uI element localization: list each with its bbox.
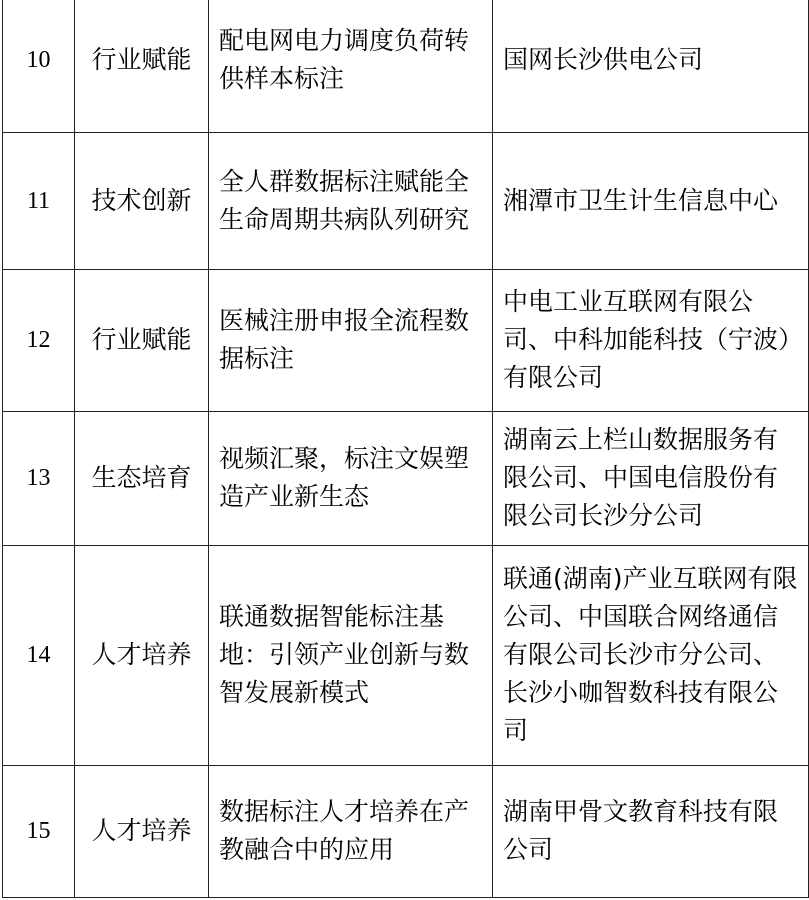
category-cell: 技术创新 (75, 132, 209, 269)
project-table (2, 0, 809, 898)
table-row (3, 269, 809, 411)
organization-cell: 湖南云上栏山数据服务有限公司、中国电信股份有限公司长沙分公司 (493, 411, 809, 545)
project-cell: 联通数据智能标注基地：引领产业创新与数智发展新模式 (209, 545, 493, 765)
row-number: 12 (3, 269, 75, 411)
organization-cell: 国网长沙供电公司 (493, 0, 809, 132)
project-cell: 视频汇聚，标注文娱塑造产业新生态 (209, 411, 493, 545)
row-number: 15 (3, 765, 75, 897)
organization-cell: 中电工业互联网有限公司、中科加能科技（宁波）有限公司 (493, 269, 809, 411)
table-row (3, 132, 809, 269)
project-cell: 全人群数据标注赋能全生命周期共病队列研究 (209, 132, 493, 269)
organization-cell: 联通(湖南)产业互联网有限公司、中国联合网络通信有限公司长沙市分公司、长沙小咖智数科技有限公司 (493, 545, 809, 765)
table-row (3, 545, 809, 765)
category-cell: 生态培育 (75, 411, 209, 545)
row-number: 14 (3, 545, 75, 765)
project-cell: 数据标注人才培养在产教融合中的应用 (209, 765, 493, 897)
table-row (3, 0, 809, 132)
category-cell: 人才培养 (75, 765, 209, 897)
category-cell: 人才培养 (75, 545, 209, 765)
table-row (3, 765, 809, 897)
table-row (3, 411, 809, 545)
category-cell: 行业赋能 (75, 0, 209, 132)
project-cell: 医械注册申报全流程数据标注 (209, 269, 493, 411)
organization-cell: 湘潭市卫生计生信息中心 (493, 132, 809, 269)
project-cell: 配电网电力调度负荷转供样本标注 (209, 0, 493, 132)
row-number: 11 (3, 132, 75, 269)
category-cell: 行业赋能 (75, 269, 209, 411)
row-number: 13 (3, 411, 75, 545)
organization-cell: 湖南甲骨文教育科技有限公司 (493, 765, 809, 897)
row-number: 10 (3, 0, 75, 132)
